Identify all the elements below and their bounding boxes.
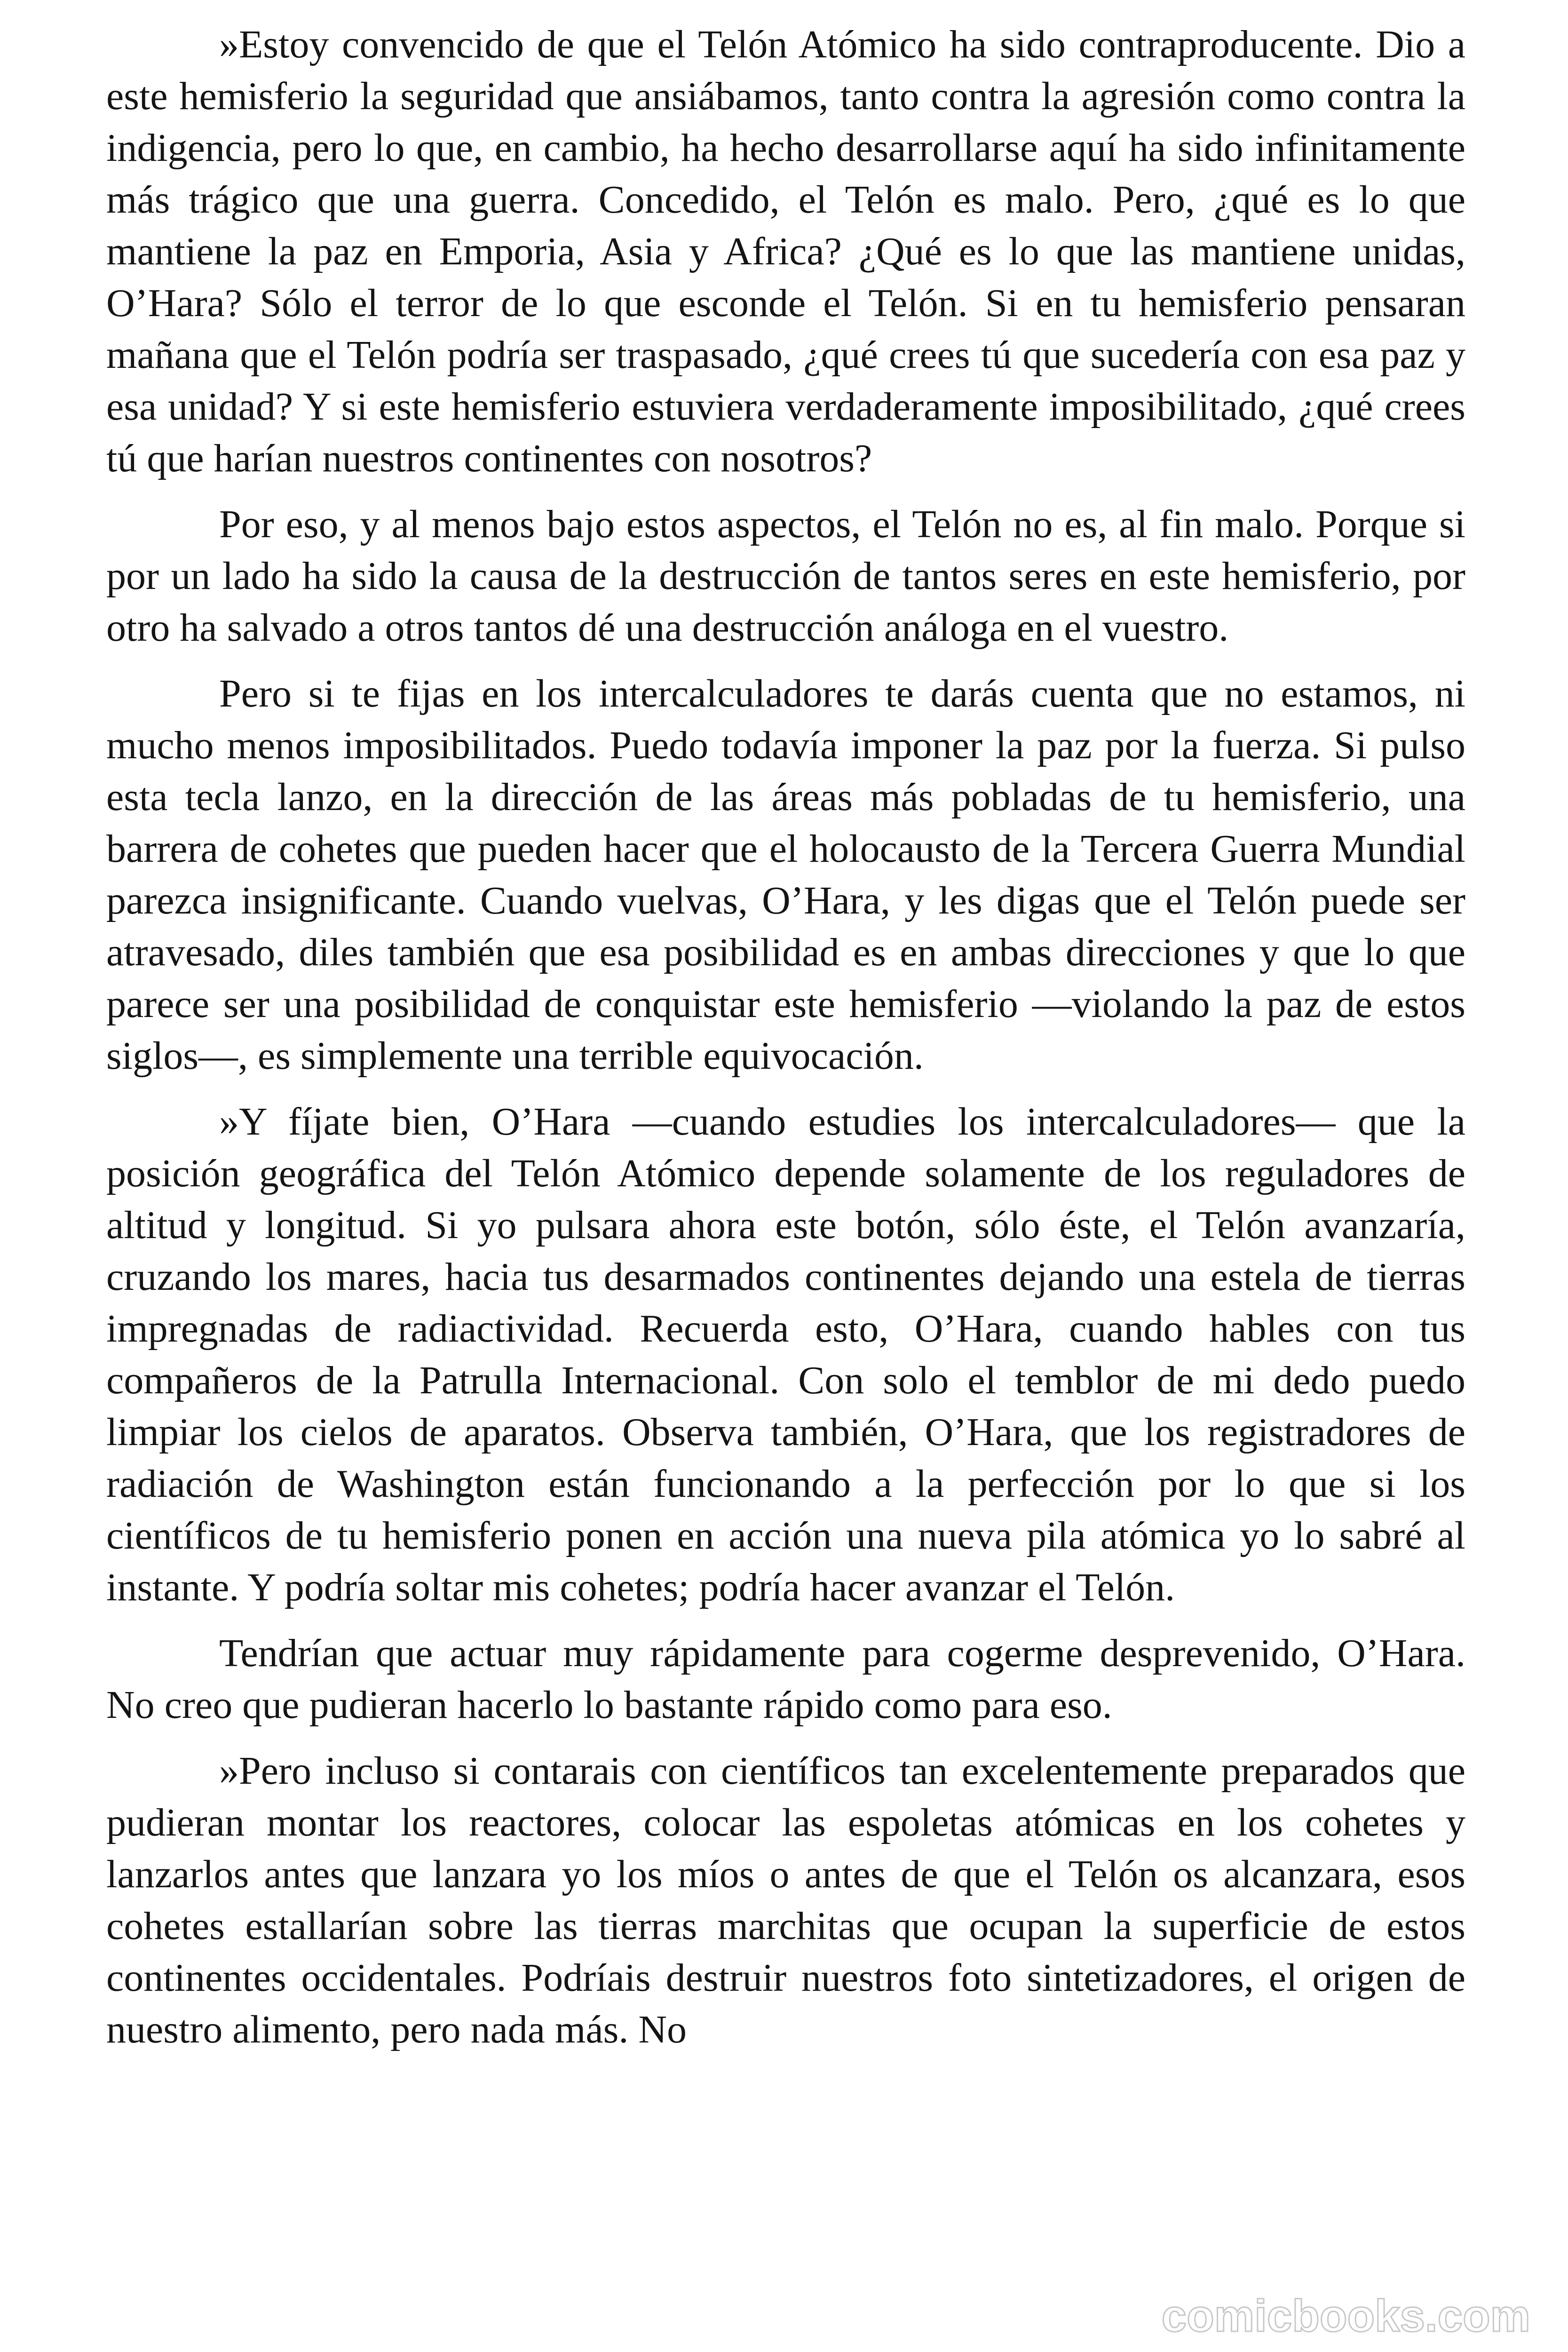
site-watermark [1149,2288,1535,2344]
watermark-text: comicbooks.com [1161,2291,1530,2341]
paragraph-6: »Pero incluso si contarais con científicos tan excelentemente preparados que pudieran montar los reactores, colocar las espoletas atómicas en los cohetes y lanzarlos antes que lanzara yo los míos o antes de que el Telón os alcanzara, esos cohetes estallarían sobre las tierras marchitas que ocupan la superficie de estos continentes occidentales. Podríais destruir nuestros foto sintetizadores, el origen de nuestro alimento, pero nada más. No [106,1749,1465,2051]
paragraph-3: Pero si te fijas en los intercalculadores te darás cuenta que no estamos, ni mucho menos imposibilitados. Puedo todavía imponer la paz por la fuerza. Si pulso esta tecla lanzo, en la dirección de las áreas más pobladas de tu hemisferio, una barrera de cohetes que pueden hacer que el holocausto de la Tercera Guerra Mundial parezca insignificante. Cuando vuelvas, O’Hara, y les digas que el Telón puede ser atravesado, diles también que esa posibilidad es en ambas direcciones y que lo que parece ser una posibilidad de conquistar este hemisferio —violando la paz de estos siglos—, es simplemente una terrible equivocación. [106,672,1465,1078]
paragraph-1: »Estoy convencido de que el Telón Atómico ha sido contraproducente. Dio a este hemisferio la seguridad que ansiábamos, tanto contra la agresión como contra la indigencia, pero lo que, en cambio, ha hecho desarrollarse aquí ha sido infinitamente más trágico que una guerra. Concedido, el Telón es malo. Pero, ¿qué es lo que mantiene la paz en Emporia, Asia y Africa? ¿Qué es lo que las mantiene unidas, O’Hara? Sólo el terror de lo que esconde el Telón. Si en tu hemisferio pensaran mañana que el Telón podría ser traspasado, ¿qué crees tú que sucedería con esa paz y esa unidad? Y si este hemisferio estuviera verdaderamente imposibilitado, ¿qué crees tú que harían nuestros continentes con nosotros? [106,23,1465,480]
page-body-text [106,19,1465,2070]
paragraph-4: »Y fíjate bien, O’Hara —cuando estudies los intercalculadores— que la posición geográfica del Telón Atómico depende solamente de los reguladores de altitud y longitud. Si yo pulsara ahora este botón, sólo éste, el Telón avanzaría, cruzando los mares, hacia tus desarmados continentes dejando una estela de tierras impregnadas de radiactividad. Recuerda esto, O’Hara, cuando hables con tus compañeros de la Patrulla Internacional. Con solo el temblor de mi dedo puedo limpiar los cielos de aparatos. Observa también, O’Hara, que los registradores de radiación de Washington están funcionando a la perfección por lo que si los científicos de tu hemisferio ponen en acción una nueva pila atómica yo lo sabré al instante. Y podría soltar mis cohetes; podría hacer avanzar el Telón. [106,1100,1465,1609]
paragraph-2: Por eso, y al menos bajo estos aspectos, el Telón no es, al fin malo. Porque si por un lado ha sido la causa de la destrucción de tantos seres en este hemisferio, por otro ha salvado a otros tantos dé una destrucción análoga en el vuestro. [106,502,1465,650]
paragraph-5: Tendrían que actuar muy rápidamente para cogerme desprevenido, O’Hara. No creo que pudieran hacerlo lo bastante rápido como para eso. [106,1631,1465,1727]
watermark-graphic [1149,2288,1535,2344]
